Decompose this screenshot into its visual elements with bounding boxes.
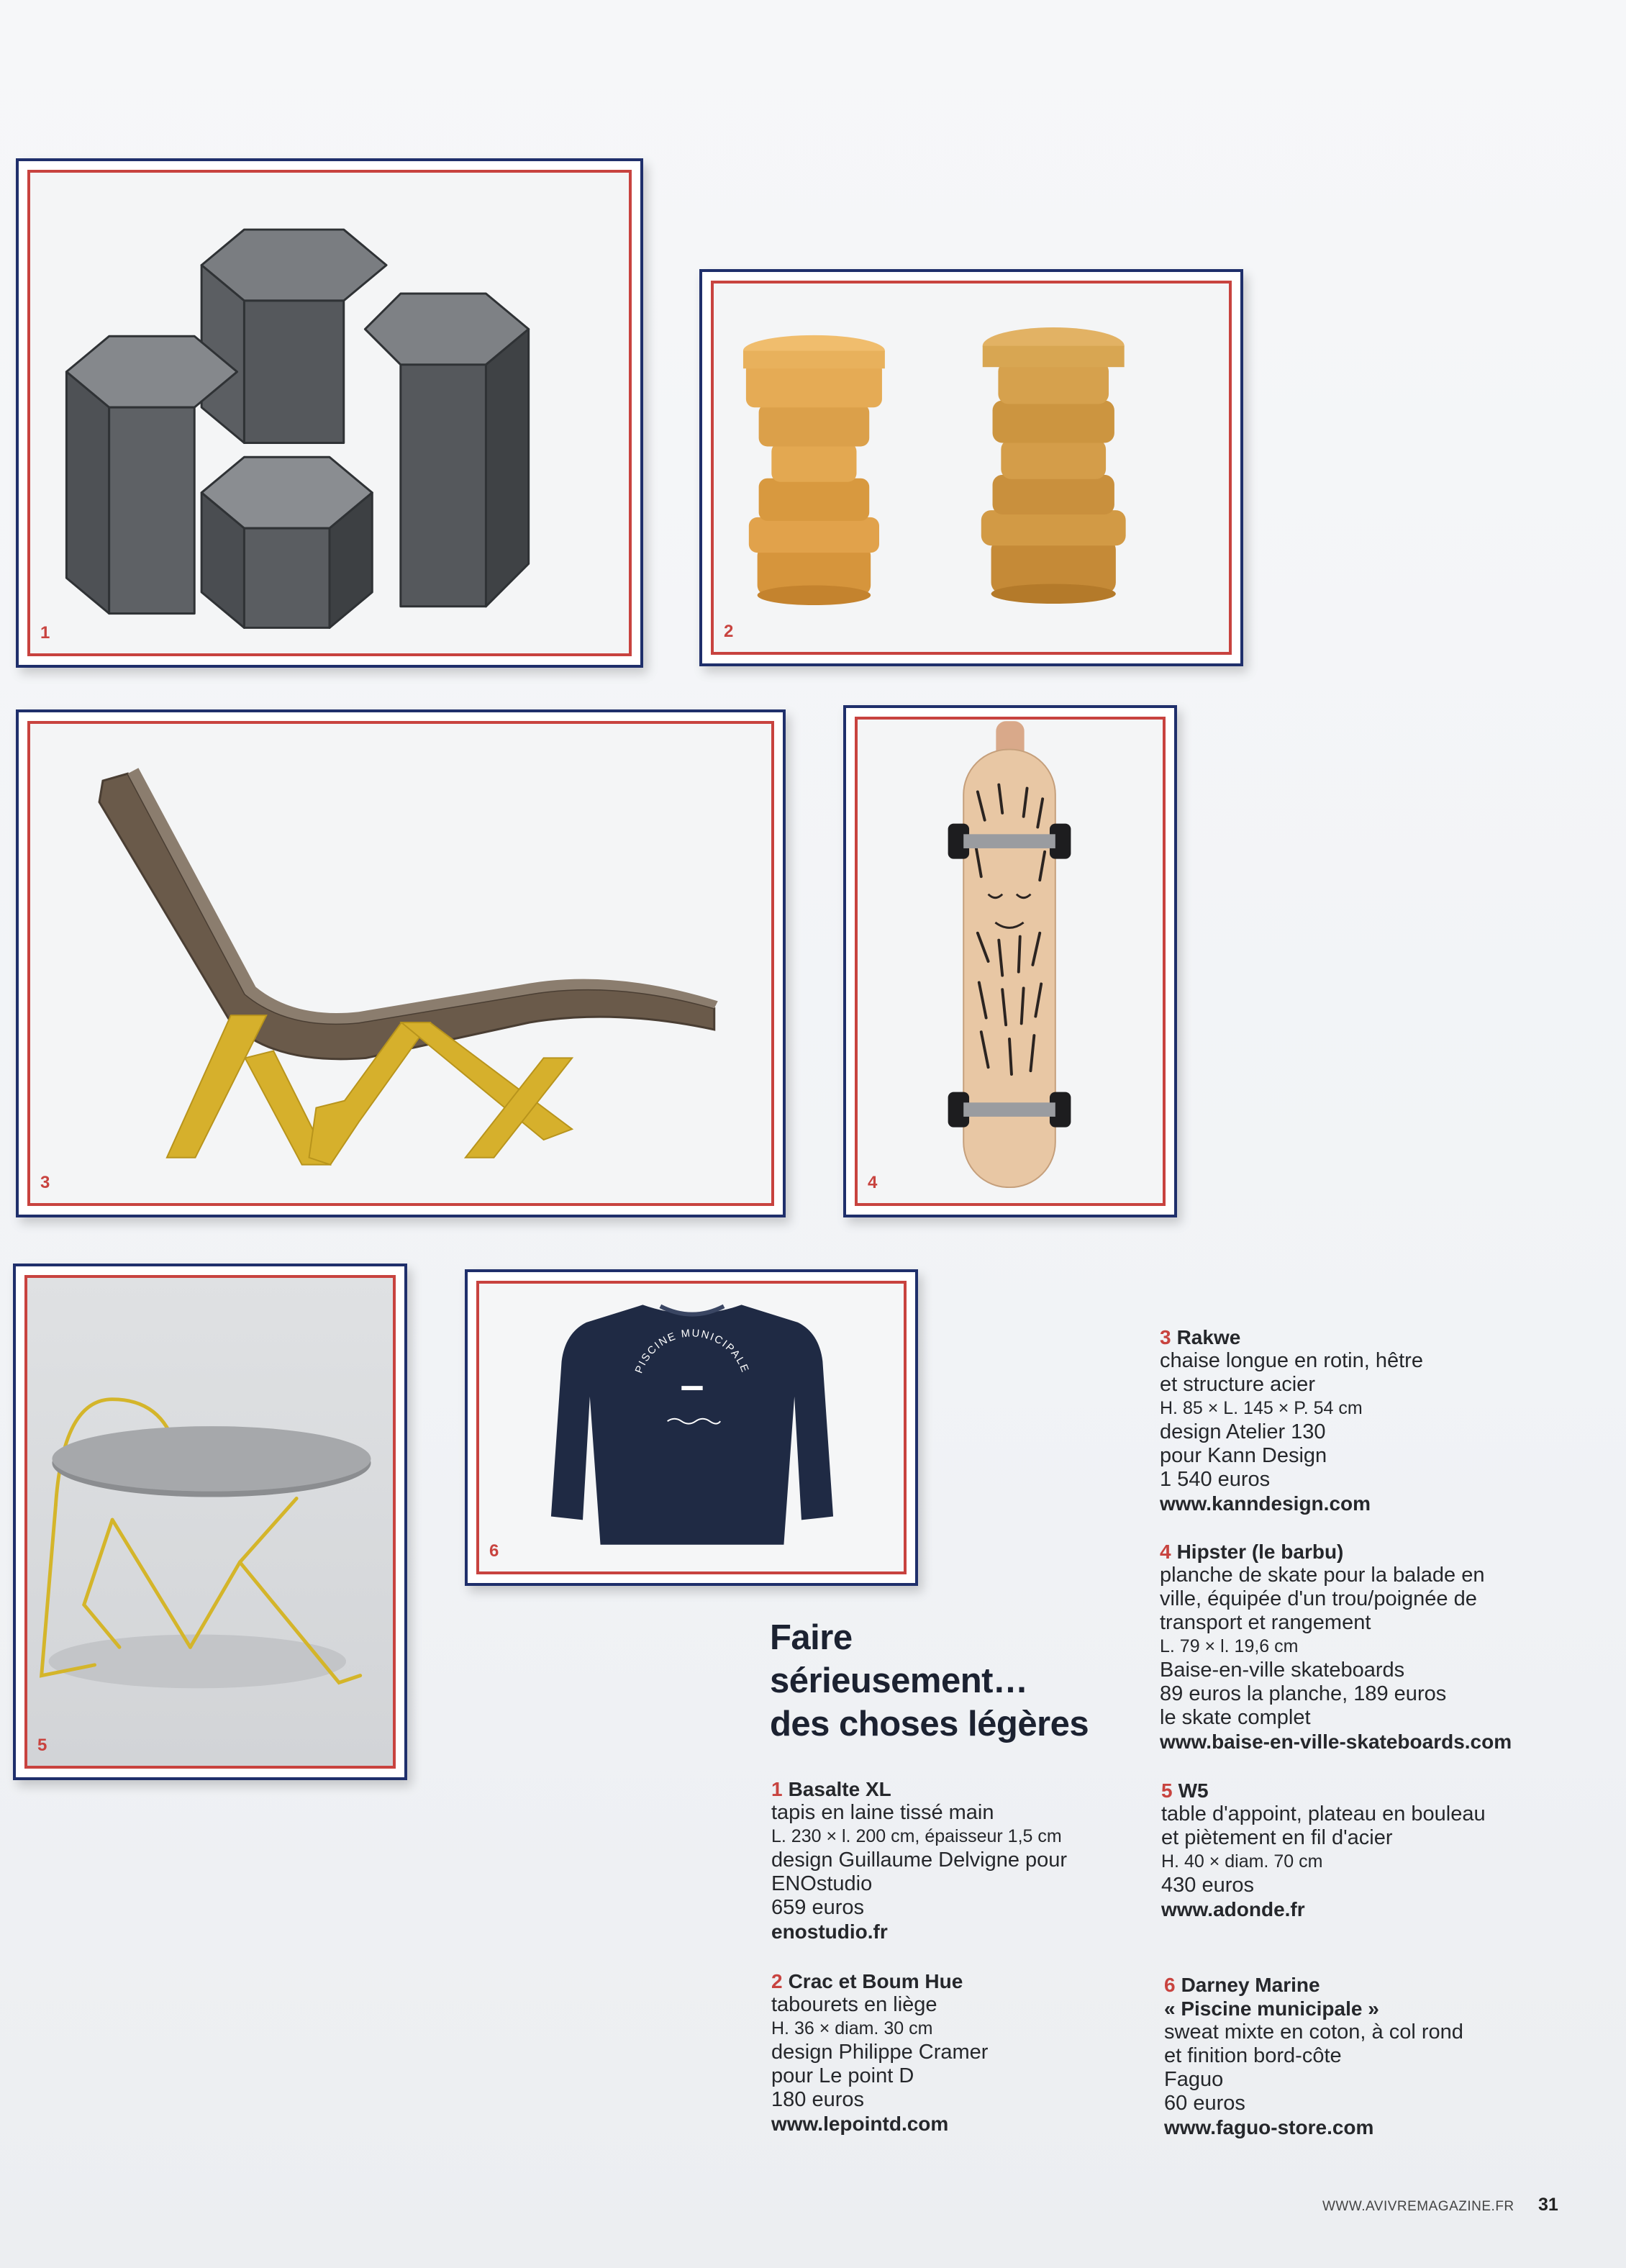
page-number: 31 [1538, 2195, 1558, 2215]
figure-number: 1 [40, 623, 50, 643]
product-designer: design Philippe Cramer [771, 2041, 989, 2064]
product-dimensions: L. 230 × l. 200 cm, épaisseur 1,5 cm [771, 1826, 1062, 1846]
product-url[interactable]: www.baise-en-ville-skateboards.com [1160, 1731, 1512, 1753]
cork-stools-illustration [714, 284, 1229, 652]
product-price: 659 euros [771, 1896, 864, 1919]
product-price: 89 euros la planche, 189 euros [1160, 1682, 1447, 1705]
product-price: 60 euros [1164, 2092, 1245, 2115]
product-description: tabourets en liège [771, 1993, 937, 2016]
product-title: 2 Crac et Boum Hue [771, 1970, 963, 1992]
headline-line-3: des choses légères [770, 1705, 1089, 1743]
figure-2-cork-stools [699, 269, 1243, 666]
product-entry-1 [771, 1777, 1067, 1943]
product-description: table d'appoint, plateau en bouleau [1161, 1802, 1486, 1825]
figure-number: 3 [40, 1173, 50, 1192]
figure-1-image [27, 170, 632, 656]
figure-6-sweatshirt [465, 1269, 918, 1586]
right-stool [981, 327, 1126, 604]
figure-3-image [27, 721, 774, 1206]
figure-2-image [711, 281, 1232, 655]
product-url[interactable]: www.kanndesign.com [1160, 1492, 1371, 1515]
figure-number: 4 [868, 1173, 878, 1192]
product-entry-4 [1160, 1540, 1512, 1754]
product-title: 1 Basalte XL [771, 1778, 891, 1800]
product-entry-5 [1161, 1779, 1486, 1921]
product-dimensions: H. 36 × diam. 30 cm [771, 2018, 933, 2038]
footer-website[interactable]: WWW.AVIVREMAGAZINE.FR [1322, 2199, 1514, 2214]
product-designer: design Atelier 130 [1160, 1420, 1326, 1443]
product-description: planche de skate pour la balade en [1160, 1564, 1485, 1587]
figure-1-basalte-rug [16, 158, 643, 668]
product-title: 6 Darney Marine [1164, 1974, 1320, 1996]
side-table-illustration [27, 1278, 393, 1766]
left-stool [743, 335, 885, 605]
sweatshirt-print: PISCINE MUNICIPALE [633, 1328, 751, 1375]
product-url[interactable]: www.adonde.fr [1161, 1898, 1305, 1920]
product-designer: design Guillaume Delvigne pour [771, 1849, 1068, 1872]
product-price: le skate complet [1160, 1706, 1311, 1729]
product-title: 5 W5 [1161, 1779, 1209, 1802]
figure-number: 6 [489, 1541, 499, 1561]
product-price: 1 540 euros [1160, 1468, 1271, 1491]
product-description: et finition bord-côte [1164, 2044, 1342, 2067]
product-entry-6 [1164, 1973, 1463, 2139]
product-entry-2 [771, 1969, 988, 2136]
product-dimensions: L. 79 × l. 19,6 cm [1160, 1636, 1299, 1656]
article-headline [770, 1616, 1144, 1746]
figure-6-image [476, 1281, 907, 1574]
product-description: ville, équipée d'un trou/poignée de [1160, 1587, 1477, 1610]
product-description: chaise longue en rotin, hêtre [1160, 1349, 1423, 1372]
product-brand: pour Le point D [771, 2064, 914, 2087]
product-description: sweat mixte en coton, à col rond [1164, 2020, 1463, 2044]
headline-line-2: sérieusement… [770, 1661, 1028, 1700]
figure-number: 5 [37, 1736, 47, 1755]
figure-5-image [24, 1275, 396, 1769]
product-title: 4 Hipster (le barbu) [1160, 1541, 1344, 1563]
hexagon-rug-illustration [30, 173, 629, 653]
product-subtitle: « Piscine municipale » [1164, 1997, 1379, 2020]
product-brand: Faguo [1164, 2068, 1224, 2091]
product-price: 180 euros [771, 2088, 864, 2111]
product-url[interactable]: www.faguo-store.com [1164, 2116, 1374, 2138]
product-dimensions: H. 85 × L. 145 × P. 54 cm [1160, 1398, 1363, 1418]
headline-line-1: Faire [770, 1618, 853, 1657]
product-brand: pour Kann Design [1160, 1444, 1327, 1467]
product-dimensions: H. 40 × diam. 70 cm [1161, 1851, 1323, 1872]
product-description: et structure acier [1160, 1373, 1315, 1396]
product-brand: Baise-en-ville skateboards [1160, 1659, 1405, 1682]
figure-4-image [855, 717, 1166, 1206]
product-description: et piètement en fil d'acier [1161, 1826, 1393, 1849]
product-url[interactable]: www.lepointd.com [771, 2113, 949, 2135]
product-description: transport et rangement [1160, 1611, 1371, 1634]
figure-number: 2 [724, 622, 734, 641]
skateboard-illustration [858, 720, 1163, 1203]
figure-4-skateboard [843, 705, 1177, 1217]
product-price: 430 euros [1161, 1874, 1254, 1897]
sweatshirt-illustration [479, 1284, 904, 1571]
product-description: tapis en laine tissé main [771, 1801, 994, 1824]
figure-5-side-table [13, 1264, 407, 1780]
product-url[interactable]: enostudio.fr [771, 1920, 888, 1943]
figure-3-chaise-longue [16, 709, 786, 1217]
product-brand: ENOstudio [771, 1872, 873, 1895]
chaise-longue-illustration [30, 724, 771, 1203]
product-title: 3 Rakwe [1160, 1326, 1241, 1348]
product-entry-3 [1160, 1325, 1423, 1515]
